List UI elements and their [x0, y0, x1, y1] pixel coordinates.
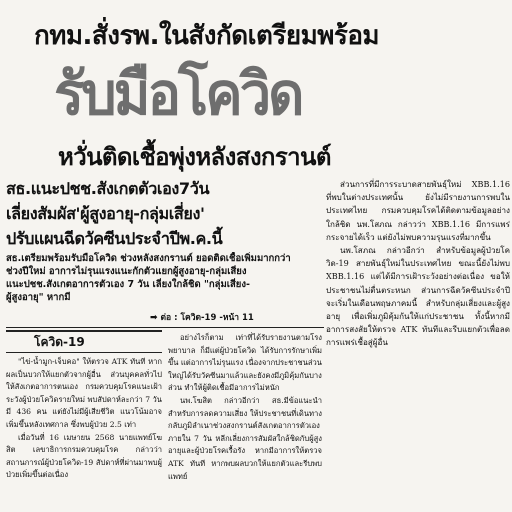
body-column-2: [168, 332, 322, 512]
paragraph: ส่วนการที่มีการระบาดสายพันธุ์ใหม่ XBB.1.16 ที่พบในต่างประเทศนั้น ยังไม่มีรายงานการพบในประเทศไทย กรมควบคุมโรคได้ติดตามข้อมูลอย่างใกล้ชิด นพ.โสภณ กล่าวว่า XBB.1.16 มีการแพร่กระจายได้เร็ว แต่ยังไม่พบความรุนแรงที่มากขึ้น: [326, 179, 510, 242]
paragraph: นพ.โฆสิต กล่าวอีกว่า สธ.มีข้อแนะนำสำหรับการลดความเสี่ยง ให้ประชาชนที่เดินทางกลับภูมิลำเนาช่วงสงกรานต์สังเกตอาการตัวเองภายใน 7 วัน หลีกเลี่ยงการสัมผัสใกล้ชิดกับผู้สูงอายุและผู้ป่วยโรคเรื้อรัง หากมีอาการให้ตรวจ ATK ทันที หากพบผลบวกให้แยกตัวและรีบพบแพทย์: [168, 395, 322, 481]
body-column-right: [326, 178, 510, 512]
headline-sub: หวั่นติดเชื้อพุ่งหลังสงกรานต์: [58, 143, 331, 171]
section-label: โควิด-19: [6, 330, 162, 353]
deck-line-1: สธ.แนะปชช.สังเกตตัวเอง7วัน: [6, 179, 210, 198]
headline-kicker: กทม.สั่งรพ.ในสังกัดเตรียมพร้อม: [34, 21, 380, 51]
lead-line-1: สธ.เตรียมพร้อมรับมือโควิด ช่วงหลังสงกรานต์ ยอดติดเชื้อเพิ่มมากกว่า: [6, 253, 291, 264]
paragraph: เมื่อวันที่ 16 เมษายน 2568 นายแพทย์โฆสิต เลขาธิการกรมควบคุมโรค กล่าวว่า สถานการณ์ผู้ป่วยโควิด-19 สัปดาห์ที่ผ่านมาพบผู้ป่วยเพิ่มขึ้นต่อเนื่อง: [6, 432, 162, 480]
paragraph: นพ.โสภณ กล่าวอีกว่า สำหรับข้อมูลผู้ป่วยโควิด-19 สายพันธุ์ใหม่ในประเทศไทย ขณะนี้ยังไม่พบ XBB.1.16 แต่ได้มีการเฝ้าระวังอย่างต่อเนื่อง ขอให้ประชาชนไม่ตื่นตระหนก ส่วนการฉีดวัคซีนประจำปีจะเริ่มในเดือนพฤษภาคมนี้ สำหรับกลุ่มเสี่ยงและผู้สูงอายุ เพื่อเพิ่มภูมิคุ้มกันให้แก่ประชาชน ทั้งนี้หากมีอาการสงสัยให้ตรวจ ATK ทันทีและรีบแยกตัวเพื่อลดการแพร่เชื้อสู่ผู้อื่น: [326, 245, 510, 348]
lead-line-4: ผู้สูงอายุ" หากมี: [6, 292, 71, 303]
deck-line-3: ปรับแผนฉีดวัคซีนประจำปีพ.ค.นี้: [6, 229, 223, 248]
paragraph: "ไข่-น้ำมูก-เจ็บคอ" ให้ตรวจ ATK ทันที หากผลเป็นบวกให้แยกตัวจากผู้อื่น ส่วนบุคคลทั่วไปให้สังเกตอาการตนเอง กรมควบคุมโรคแนะเฝ้าระวังผู้ป่วยโควิดรายใหม่ พบสัปดาห์ละกว่า 7 วัน มี 436 คน แต่ยังไม่มีผู้เสียชีวิต แนวโน้มอาจเพิ่มขึ้นหลังเทศกาล ซึ่งพบผู้ป่วย 2.5 เท่า: [6, 357, 162, 429]
body-column-1: [6, 356, 162, 512]
lead-line-3: แนะปชช.สังเกตอาการตัวเอง 7 วัน เลี่ยงใกล้ชิด "กลุ่มเสี่ยง-: [6, 279, 250, 290]
lead-paragraph: [6, 252, 322, 304]
lead-line-2: ช่วงปีใหม่ อาการไม่รุนแรงแนะกักตัวแยกผู้สูงอายุ-กลุ่มเสี่ยง: [6, 266, 247, 277]
arrow-icon: ➡: [150, 313, 158, 323]
divider: [6, 327, 324, 328]
deck: [6, 176, 322, 251]
headline-main: รับมือโควิด: [54, 60, 302, 129]
continued-text: ต่อ : โควิด-19 -หน้า 11: [160, 313, 254, 323]
paragraph: อย่างไรก็ตาม เท่าที่ได้รับรายงานตามโรงพยาบาล ก็มีแต่ผู้ป่วยโควิด ได้รับการรักษาเพิ่มขึ้น แต่อาการไม่รุนแรง เนื่องจากประชาชนส่วนใหญ่ได้รับวัคซีนมาแล้วและยังคงมีภูมิคุ้มกันบางส่วน ทำให้ผู้ติดเชื้อมีอาการไม่หนัก: [168, 333, 322, 393]
continued-reference: [150, 310, 254, 324]
deck-line-2: เลี่ยงสัมผัส'ผู้สูงอายุ-กลุ่มเสี่ยง': [6, 204, 205, 223]
